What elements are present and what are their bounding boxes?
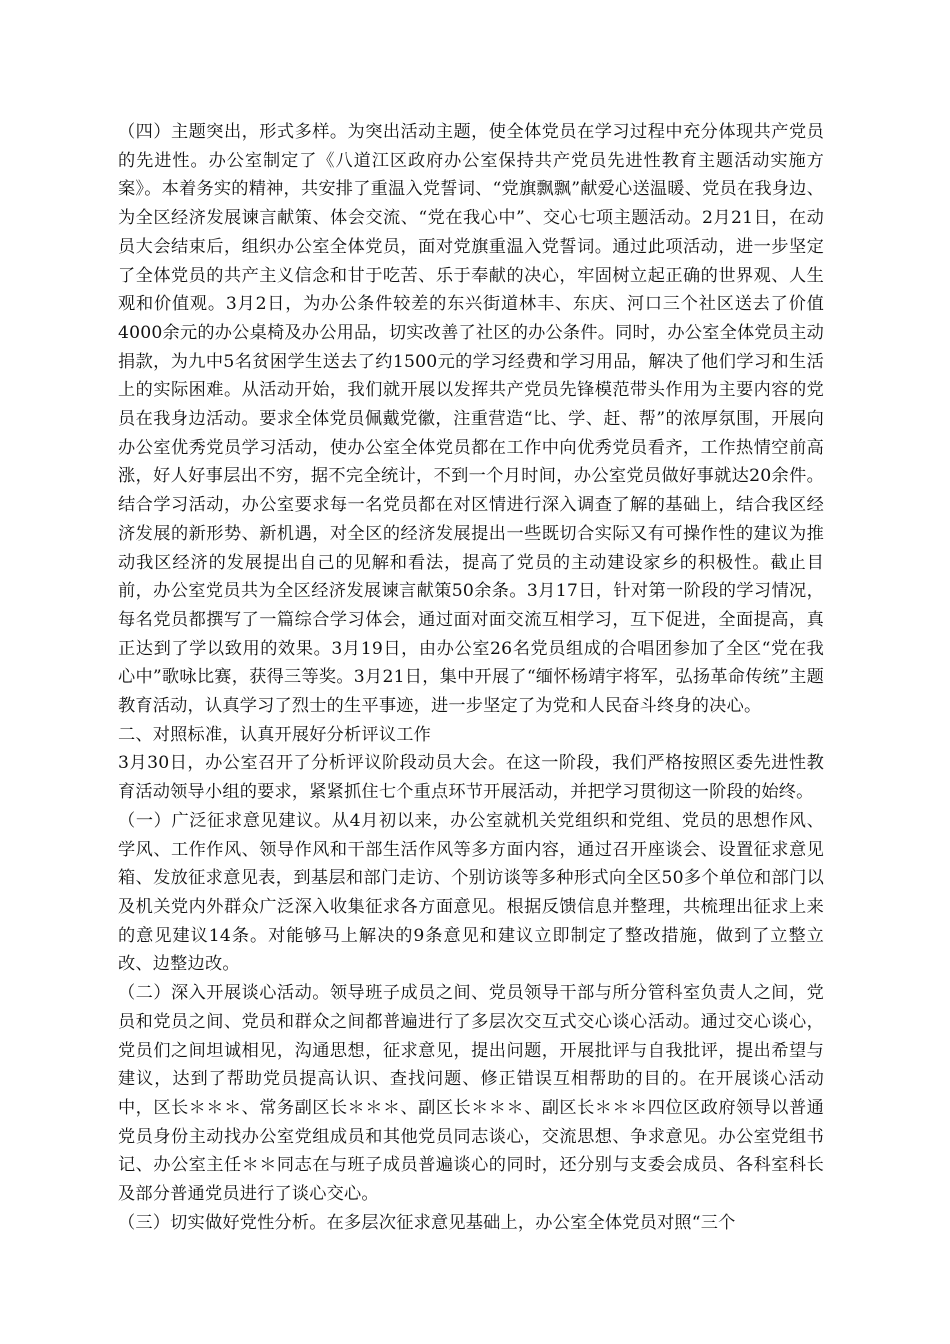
document-body: [118, 118, 824, 1237]
paragraph-mobilization: 3月30日，办公室召开了分析评议阶段动员大会。在这一阶段，我们严格按照区委先进性教育活动领导小组的要求，紧紧抓住七个重点环节开展活动，并把学习贯彻这一阶段的始终。: [118, 753, 824, 803]
paragraph-heart-to-heart: （二）深入开展谈心活动。领导班子成员之间、党员领导干部与所分管科室负责人之间，党员和党员之间、党员和群众之间都普遍进行了多层次交互式交心谈心活动。通过交心谈心，党员们之间坦诚相见，沟通思想，征求意见，提出问题，开展批评与自我批评，提出希望与建议，达到了帮助党员提高认识、查找问题、修正错误互相帮助的目的。在开展谈心活动中，区长＊＊＊、常务副区长＊＊＊、副区长＊＊＊、副区长＊＊＊四位区政府领导以普通党员身份主动找办公室党组成员和其他党员同志谈心，交流思想、争求意见。办公室党组书记、办公室主任＊＊同志在与班子成员普遍谈心的同时，还分别与支委会成员、各科室科长及部分普通党员进行了谈心交心。: [118, 983, 824, 1205]
paragraph-activities: （四）主题突出，形式多样。为突出活动主题，使全体党员在学习过程中充分体现共产党员的先进性。办公室制定了《八道江区政府办公室保持共产党员先进性教育主题活动实施方案》。本着务实的精神，共安排了重温入党誓词、“党旗飘飘”献爱心送温暖、党员在我身边、为全区经济发展谏言献策、体会交流、“党在我心中”、交心七项主题活动。2月21日，在动员大会结束后，组织办公室全体党员，面对党旗重温入党誓词。通过此项活动，进一步坚定了全体党员的共产主义信念和甘于吃苦、乐于奉献的决心，牢固树立起正确的世界观、人生观和价值观。3月2日，为办公条件较差的东兴街道林丰、东庆、河口三个社区送去了价值4000余元的办公桌椅及办公用品，切实改善了社区的办公条件。同时，办公室全体党员主动捐款，为九中5名贫困学生送去了约1500元的学习经费和学习用品，解决了他们学习和生活上的实际困难。从活动开始，我们就开展以发挥共产党员先锋模范带头作用为主要内容的党员在我身边活动。要求全体党员佩戴党徽，注重营造“比、学、赶、帮”的浓厚氛围，开展向办公室优秀党员学习活动，使办公室全体党员都在工作中向优秀党员看齐，工作热情空前高涨，好人好事层出不穷，据不完全统计，不到一个月时间，办公室党员做好事就达20余件。结合学习活动，办公室要求每一名党员都在对区情进行深入调查了解的基础上，结合我区经济发展的新形势、新机遇，对全区的经济发展提出一些既切合实际又有可操作性的建议为推动我区经济的发展提出自己的见解和看法，提高了党员的主动建设家乡的积极性。截止目前，办公室党员共为全区经济发展谏言献策50余条。3月17日，针对第一阶段的学习情况，每名党员都撰写了一篇综合学习体会，通过面对面交流互相学习，互下促进，全面提高，真正达到了学以致用的效果。3月19日，由办公室26名党员组成的合唱团参加了全区“党在我心中”歌咏比赛，获得三等奖。3月21日，集中开展了“缅怀杨靖宇将军，弘扬革命传统”主题教育活动，认真学习了烈士的生平事迹，进一步坚定了为党和人民奋斗终身的决心。: [118, 122, 824, 717]
paragraph-party-analysis: （三）切实做好党性分析。在多层次征求意见基础上，办公室全体党员对照“三个: [118, 1212, 736, 1233]
paragraph-solicit-opinions: （一）广泛征求意见建议。从4月初以来，办公室就机关党组织和党组、党员的思想作风、学风、工作作风、领导作风和干部生活作风等多方面内容，通过召开座谈会、设置征求意见箱、发放征求意见表，到基层和部门走访、个别访谈等多种形式向全区50多个单位和部门以及机关党内外群众广泛深入收集征求各方面意见。根据反馈信息并整理，共梳理出征求上来的意见建议14条。对能够马上解决的9条意见和建议立即制定了整改措施，做到了立整立改、边整边改。: [118, 810, 824, 975]
section-heading-analysis: 二、对照标准，认真开展好分析评议工作: [118, 724, 431, 745]
